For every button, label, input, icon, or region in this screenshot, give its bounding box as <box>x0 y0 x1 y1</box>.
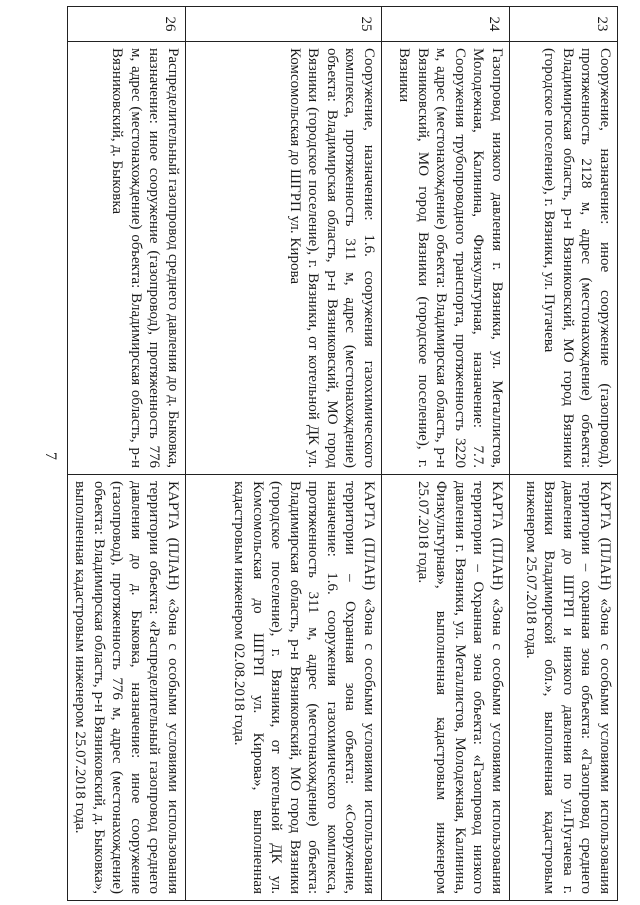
row-number: 26 <box>68 7 186 42</box>
object-description: Сооружение, назначение: иное сооружение (газопровод), протяженность 2128 м, адрес (местонахождение) объекта: Владимирская область, р-н Вязниковский, МО город Вязники (городское поселение), г. Вязники, ул. Пугачева <box>510 42 618 475</box>
row-number: 24 <box>382 7 510 42</box>
table-row <box>382 7 510 901</box>
table-row <box>510 7 618 901</box>
map-description: КАРТА (ПЛАН) «Зона с особыми условиями использования территории – Охранная зона объекта: «Газопровод низкого давления г. Вязники, ул. Металлистов, Молодежная, Калинина, Физкультурная», выполненная кадастровым инженером 25.07.2018 года. <box>382 475 510 901</box>
objects-table <box>67 6 618 901</box>
rotated-sheet <box>72 6 618 899</box>
object-description: Распределительный газопровод среднего давления до д. Быковка, назначение: иное сооружение (газопровод), протяженность 776 м, адрес (местонахождение) объекта: Владимирская область, р-н Вязниковский, д. Быковка <box>68 42 186 475</box>
rotated-table-container <box>72 6 618 899</box>
row-number: 25 <box>186 7 382 42</box>
map-description: КАРТА (ПЛАН) «Зона с особыми условиями использования территории – Охранная зона объекта: «Сооружение, назначение: 1.6. сооружения газохимического комплекса, протяженность 311 м, адрес (местонахождение) объекта: Владимирская область, р-н Вязниковский, МО город Вязники (городское поселение), г. Вязники, от котельной ДК ул. Комсомольская до ШГРП ул. Кирова», выполненная кадастровым инженером 02.08.2018 года. <box>186 475 382 901</box>
object-description: Сооружение, назначение: 1.6. сооружения газохимического комплекса, протяженность 311 м, адрес (местонахождение) объекта: Владимирская область, р-н Вязниковский, МО город Вязники (городское поселение), г. Вязники, от котельной ДК ул. Комсомольская до ШГРП ул. Кирова <box>186 42 382 475</box>
object-description: Газопровод низкого давления г. Вязники, ул. Металлистов, Молодежная, Калинина, Физкультурная, назначение: 7.7. Сооружения трубопроводного транспорта, протяженность 3220 м, адрес (местонахождение) объекта: Владимирская область, р-н Вязниковский, МО город Вязники (городское поселение), г. Вязники <box>382 42 510 475</box>
table-row <box>186 7 382 901</box>
page-number: 7 <box>42 452 59 460</box>
map-description: КАРТА (ПЛАН) «Зона с особыми условиями использования территории объекта: «Распределительный газопровод среднего давления до д. Быковка, назначение: иное сооружение (газопровод), протяженность 776 м, адрес (местонахождение) объекта: Владимирская область, р-н Вязниковский, д. Быковка», выполненная кадастровым инженером 25.07.2018 года. <box>68 475 186 901</box>
table-row <box>68 7 186 901</box>
row-number: 23 <box>510 7 618 42</box>
map-description: КАРТА (ПЛАН) «Зона с особыми условиями использования территории – охранная зона объекта: «Газопровод среднего давления до ШГРП и низкого давления по ул.Пугачева г. Вязники Владимирской обл.», выполненная кадастровым инженером 25.07.2018 года. <box>510 475 618 901</box>
